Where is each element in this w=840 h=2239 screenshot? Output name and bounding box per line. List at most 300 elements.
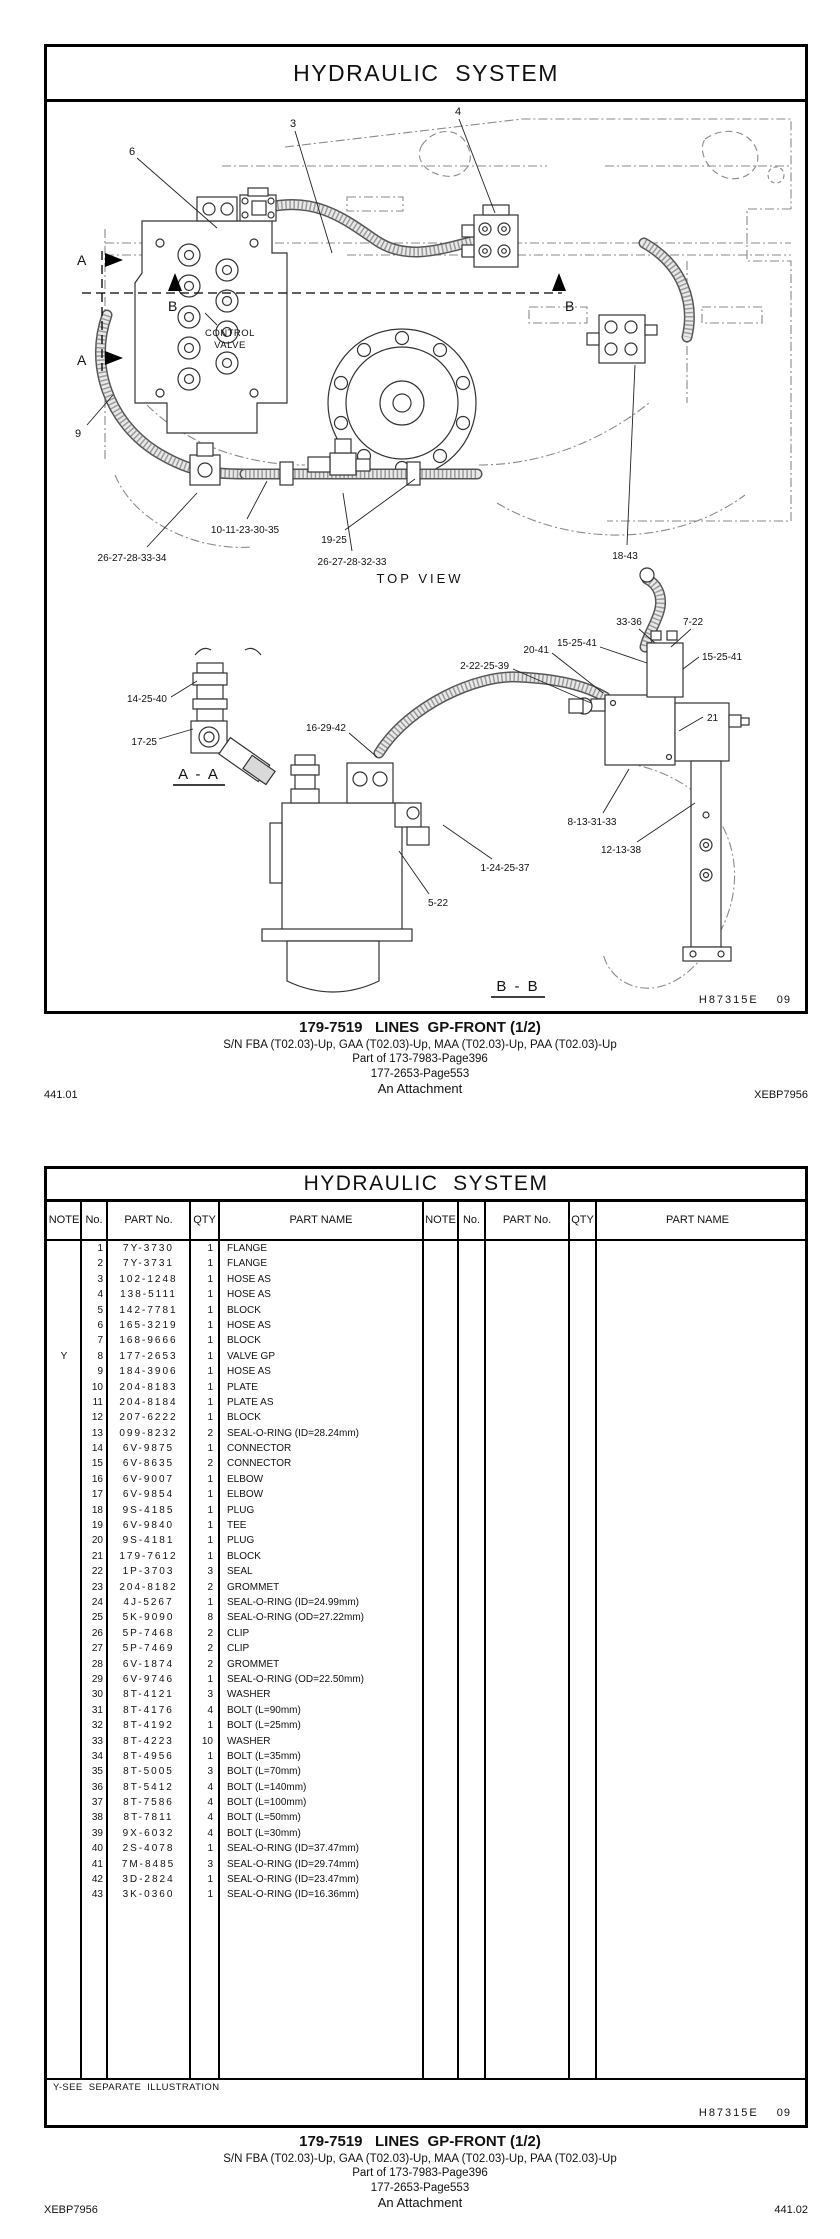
cell-name: ELBOW — [227, 1489, 264, 1501]
cell-note — [47, 1487, 81, 1502]
cell-name: HOSE AS — [227, 1289, 271, 1301]
cell-part: 3K-0360 — [122, 1889, 175, 1901]
cell-no: 36 — [91, 1781, 103, 1793]
table-row — [47, 1626, 799, 1641]
cell-part: 4J-5267 — [123, 1596, 174, 1608]
callout-21: 21 — [707, 713, 719, 724]
cell-no: 25 — [91, 1612, 103, 1624]
hose-3-4 — [265, 205, 474, 252]
cell-note — [47, 1503, 81, 1518]
table-row — [47, 1672, 799, 1687]
cell-name: BOLT (L=100mm) — [227, 1797, 307, 1809]
callout-12-13-38: 12-13-38 — [600, 845, 642, 856]
section-bb-title: B - B — [496, 978, 540, 995]
cell-qty: 1 — [207, 1535, 213, 1547]
cell-part: 099-8232 — [119, 1427, 178, 1439]
cell-part: 6V-9840 — [122, 1520, 175, 1532]
cell-note — [47, 1826, 81, 1841]
page1-title: HYDRAULIC SYSTEM — [47, 47, 805, 102]
control-valve-label-line1: CONTROL — [205, 328, 255, 339]
page2-caption — [0, 2133, 840, 2211]
page1-number: 441.01 — [44, 1089, 78, 1101]
callout-3: 3 — [290, 118, 297, 130]
cell-name: SEAL-O-RING (ID=16.36mm) — [227, 1889, 359, 1901]
cell-part: 5P-7468 — [122, 1627, 175, 1639]
cell-note — [47, 1795, 81, 1810]
table-row — [47, 1857, 799, 1872]
table-row — [47, 1887, 799, 1902]
cell-note — [47, 1303, 81, 1318]
page1-caption — [0, 1019, 840, 1097]
header-no: No. — [85, 1214, 103, 1226]
cell-part: 2S-4078 — [122, 1843, 175, 1855]
page1-drawing-number — [699, 994, 791, 1006]
table-row — [47, 1795, 799, 1810]
cell-note — [47, 1764, 81, 1779]
callout-8-13-31-33: 8-13-31-33 — [567, 817, 617, 828]
table-row — [47, 1395, 799, 1410]
page2-doc-code: XEBP7956 — [44, 2204, 98, 2216]
page2-drawing-number — [699, 2107, 791, 2119]
cell-name: SEAL-O-RING (ID=24.99mm) — [227, 1596, 359, 1608]
cell-part: 3D-2824 — [122, 1874, 175, 1886]
cell-no: 20 — [91, 1535, 103, 1547]
cell-name: CLIP — [227, 1643, 250, 1655]
cell-name: BOLT (L=35mm) — [227, 1750, 301, 1762]
cell-qty: 2 — [207, 1581, 213, 1593]
cell-name: PLUG — [227, 1504, 255, 1516]
cell-no: 11 — [92, 1396, 103, 1408]
cell-name: BOLT (L=70mm) — [227, 1766, 301, 1778]
cell-no: 31 — [91, 1704, 103, 1716]
parts-rows — [47, 1241, 799, 1903]
table-row — [47, 1764, 799, 1779]
cell-qty: 4 — [207, 1781, 213, 1793]
callout-15-25-41-right: 15-25-41 — [702, 652, 743, 663]
cell-name: SEAL-O-RING (ID=28.24mm) — [227, 1427, 359, 1439]
page1-doc-code: XEBP7956 — [754, 1089, 808, 1101]
cell-qty: 1 — [207, 1504, 213, 1516]
header-note-2: NOTE — [425, 1214, 456, 1226]
table-row — [47, 1610, 799, 1625]
cell-part: 7M-8485 — [121, 1858, 176, 1870]
cell-note — [47, 1872, 81, 1887]
right-fitting-cluster — [587, 315, 657, 363]
callout-4: 4 — [455, 106, 462, 118]
table-row — [47, 1641, 799, 1656]
section-aa-title: A - A — [178, 766, 220, 783]
cell-name: ELBOW — [227, 1473, 264, 1485]
table-row — [47, 1380, 799, 1395]
cell-name: CONNECTOR — [227, 1458, 292, 1470]
header-part-name: PART NAME — [289, 1214, 353, 1226]
cell-name: SEAL-O-RING (OD=27.22mm) — [227, 1612, 364, 1624]
cell-no: 9 — [97, 1366, 103, 1378]
callout-group-19-25: 19-25 — [321, 535, 347, 546]
cell-note — [47, 1810, 81, 1825]
cell-qty: 3 — [207, 1766, 213, 1778]
cell-note — [47, 1549, 81, 1564]
cell-part: 102-1248 — [119, 1273, 178, 1285]
caption-page-ref: 177-2653-Page553 — [370, 1067, 470, 1080]
cell-qty: 1 — [207, 1273, 213, 1285]
cell-name: BLOCK — [227, 1412, 261, 1424]
cell-note — [47, 1734, 81, 1749]
callout-group-26-27-28-33-34: 26-27-28-33-34 — [97, 553, 167, 564]
cell-qty: 1 — [207, 1750, 213, 1762]
cell-qty: 1 — [207, 1258, 213, 1270]
callout-group-10-11-23-30-35: 10-11-23-30-35 — [210, 525, 280, 536]
cell-name: GROMMET — [227, 1581, 280, 1593]
cell-part: 184-3906 — [119, 1366, 178, 1378]
cell-no: 12 — [91, 1412, 103, 1424]
cell-no: 15 — [91, 1458, 103, 1470]
cell-note — [47, 1256, 81, 1271]
cell-qty: 10 — [201, 1735, 213, 1747]
cell-part: 142-7781 — [119, 1304, 178, 1316]
cell-note — [47, 1610, 81, 1625]
cell-part: 9X-6032 — [122, 1827, 175, 1839]
cell-qty: 1 — [207, 1289, 213, 1301]
cell-part: 6V-9875 — [122, 1443, 175, 1455]
table-row — [47, 1456, 799, 1471]
cell-name: SEAL-O-RING (ID=37.47mm) — [227, 1843, 359, 1855]
callout-14-25-40: 14-25-40 — [126, 694, 167, 705]
cell-part: 8T-5412 — [123, 1781, 174, 1793]
table-row — [47, 1272, 799, 1287]
header-qty: QTY — [193, 1214, 216, 1226]
cell-name: HOSE AS — [227, 1366, 271, 1378]
cell-name: BLOCK — [227, 1550, 261, 1562]
cell-part: 8T-5005 — [123, 1766, 174, 1778]
table-row — [47, 1426, 799, 1441]
cell-name: HOSE AS — [227, 1273, 271, 1285]
cell-qty: 4 — [207, 1812, 213, 1824]
cell-qty: 1 — [207, 1489, 213, 1501]
cell-name: BOLT (L=50mm) — [227, 1812, 301, 1824]
cell-part: 6V-1874 — [122, 1658, 175, 1670]
hose-right — [644, 243, 689, 337]
top-view-label: TOP VIEW — [376, 571, 464, 586]
cell-part: 165-3219 — [119, 1319, 178, 1331]
cell-name: HOSE AS — [227, 1319, 271, 1331]
header-note: NOTE — [48, 1214, 80, 1226]
caption-part-of: Part of 173-7983-Page396 — [352, 1053, 488, 1066]
cell-note — [47, 1580, 81, 1595]
center-tee-fitting — [308, 439, 370, 475]
cell-no: 43 — [91, 1889, 103, 1901]
cell-name: BOLT (L=25mm) — [227, 1720, 301, 1732]
table-row — [47, 1256, 799, 1271]
cell-part: 8T-4192 — [123, 1720, 174, 1732]
table-row — [47, 1703, 799, 1718]
cell-no: 4 — [97, 1289, 103, 1301]
cell-qty: 3 — [207, 1566, 213, 1578]
cell-part: 5P-7469 — [122, 1643, 175, 1655]
cell-name: SEAL-O-RING (OD=22.50mm) — [227, 1673, 364, 1685]
table-row — [47, 1687, 799, 1702]
table-row — [47, 1749, 799, 1764]
cell-part: 6V-9854 — [122, 1489, 175, 1501]
cell-no: 10 — [91, 1381, 103, 1393]
cell-note — [47, 1318, 81, 1333]
page2-title: HYDRAULIC SYSTEM — [47, 1169, 805, 1202]
cell-qty: 2 — [207, 1458, 213, 1470]
cell-qty: 2 — [207, 1427, 213, 1439]
cell-part: 6V-9007 — [122, 1473, 175, 1485]
cell-no: 1 — [97, 1243, 103, 1254]
sheet-1 — [44, 44, 808, 1014]
callout-15-25-41-left: 15-25-41 — [556, 638, 597, 649]
cell-qty: 1 — [207, 1550, 213, 1562]
cell-part: 138-5111 — [120, 1289, 177, 1301]
caption-part-of: Part of 173-7983-Page396 — [352, 2167, 488, 2180]
table-row — [47, 1303, 799, 1318]
cell-name: PLATE — [227, 1381, 258, 1393]
table-row — [47, 1518, 799, 1533]
caption-serial-numbers: S/N FBA (T02.03)-Up, GAA (T02.03)-Up, MAA (T02.03)-Up, PAA (T02.03)-Up — [223, 1038, 617, 1051]
cell-note — [47, 1641, 81, 1656]
cell-name: CLIP — [227, 1627, 250, 1639]
cell-qty: 1 — [207, 1889, 213, 1901]
callout-17-25: 17-25 — [131, 737, 157, 748]
callout-group-18-43: 18-43 — [612, 551, 638, 562]
cell-no: 16 — [91, 1473, 103, 1485]
cell-part: 207-6222 — [119, 1412, 178, 1424]
cell-no: 2 — [97, 1258, 103, 1270]
callout-1-24-25-37: 1-24-25-37 — [480, 863, 530, 874]
cell-no: 3 — [97, 1273, 103, 1285]
cell-qty: 2 — [207, 1643, 213, 1655]
table-row — [47, 1241, 799, 1256]
cell-note — [47, 1749, 81, 1764]
table-row — [47, 1364, 799, 1379]
cell-name: VALVE GP — [227, 1350, 275, 1362]
cell-note — [47, 1657, 81, 1672]
cell-qty: 1 — [207, 1843, 213, 1855]
cell-no: 6 — [97, 1319, 103, 1331]
cell-qty: 1 — [207, 1596, 213, 1608]
cell-qty: 1 — [207, 1520, 213, 1532]
cell-no: 39 — [91, 1827, 103, 1839]
cell-name: WASHER — [227, 1735, 271, 1747]
table-row — [47, 1333, 799, 1348]
table-row — [47, 1349, 799, 1364]
table-footnote: Y-SEE SEPARATE ILLUSTRATION — [53, 2082, 220, 2093]
cell-no: 27 — [91, 1643, 103, 1655]
cell-part: 8T-7586 — [123, 1797, 174, 1809]
cell-name: CONNECTOR — [227, 1443, 292, 1455]
table-row — [47, 1718, 799, 1733]
cell-qty: 3 — [207, 1858, 213, 1870]
manifold-valve — [462, 205, 518, 267]
cell-no: 37 — [91, 1797, 103, 1809]
table-row — [47, 1780, 799, 1795]
cell-qty: 1 — [207, 1350, 213, 1362]
cell-note — [47, 1395, 81, 1410]
cell-no: 24 — [91, 1596, 103, 1608]
cell-note — [47, 1472, 81, 1487]
table-row — [47, 1503, 799, 1518]
cell-qty: 2 — [207, 1658, 213, 1670]
cell-no: 5 — [97, 1304, 103, 1316]
cell-no: 21 — [91, 1550, 103, 1562]
cell-no: 29 — [91, 1673, 103, 1685]
cell-no: 23 — [91, 1581, 103, 1593]
callout-6: 6 — [129, 146, 136, 158]
cell-no: 30 — [91, 1689, 103, 1701]
cell-qty: 1 — [207, 1443, 213, 1455]
cell-qty: 1 — [207, 1304, 213, 1316]
cell-note — [47, 1410, 81, 1425]
cell-part: 5K-9090 — [122, 1612, 175, 1624]
cell-note — [47, 1287, 81, 1302]
cell-name: PLATE AS — [227, 1396, 274, 1408]
cell-qty: 3 — [207, 1689, 213, 1701]
cell-note — [47, 1857, 81, 1872]
table-row — [47, 1734, 799, 1749]
elbow-fitting — [190, 443, 220, 485]
table-row — [47, 1549, 799, 1564]
cell-name: BOLT (L=90mm) — [227, 1704, 301, 1716]
cell-no: 19 — [91, 1520, 103, 1532]
header-no-2: No. — [462, 1214, 481, 1226]
section-letter-b-right: B — [565, 298, 575, 314]
cell-qty: 4 — [207, 1704, 213, 1716]
cell-no: 40 — [91, 1843, 103, 1855]
drawing-number: H87315E — [698, 994, 759, 1006]
cell-no: 35 — [91, 1766, 103, 1778]
cell-note — [47, 1780, 81, 1795]
cell-qty: 1 — [207, 1720, 213, 1732]
cell-no: 26 — [91, 1627, 103, 1639]
cell-part: 8T-4176 — [123, 1704, 174, 1716]
table-row — [47, 1318, 799, 1333]
cell-note — [47, 1241, 81, 1256]
header-part-no-2: PART No. — [502, 1214, 552, 1226]
header-part-name-2: PART NAME — [666, 1214, 729, 1226]
cell-note — [47, 1672, 81, 1687]
cell-no: 42 — [91, 1874, 103, 1886]
cell-part: 6V-8635 — [122, 1458, 175, 1470]
cell-part: 6V-9746 — [122, 1673, 175, 1685]
cell-part: 7Y-3731 — [123, 1258, 174, 1270]
callout-7-22: 7-22 — [682, 617, 704, 628]
cell-part: 9S-4185 — [122, 1504, 175, 1516]
cell-name: BOLT (L=30mm) — [227, 1827, 301, 1839]
cell-note — [47, 1518, 81, 1533]
cell-name: FLANGE — [227, 1258, 268, 1270]
cell-no: 17 — [91, 1489, 103, 1501]
cell-no: 14 — [91, 1443, 103, 1455]
table-row — [47, 1410, 799, 1425]
cell-no: 8 — [97, 1350, 103, 1362]
cell-qty: 1 — [207, 1243, 213, 1254]
cell-part: 168-9666 — [119, 1335, 178, 1347]
cell-name: PLUG — [227, 1535, 255, 1547]
cell-no: 38 — [91, 1812, 103, 1824]
cell-part: 177-2653 — [119, 1350, 178, 1362]
cell-part: 1P-3703 — [122, 1566, 175, 1578]
cell-note — [47, 1595, 81, 1610]
caption-page-ref: 177-2653-Page553 — [370, 2181, 470, 2194]
cell-no: 34 — [91, 1750, 103, 1762]
cell-qty: 1 — [207, 1673, 213, 1685]
table-row — [47, 1564, 799, 1579]
caption-attachment: An Attachment — [377, 2194, 463, 2210]
drawing-revision: 09 — [776, 994, 791, 1006]
flange-fitting — [240, 188, 276, 221]
cell-no: 33 — [91, 1735, 103, 1747]
caption-title: 179-7519 LINES GP-FRONT (1/2) — [299, 2133, 541, 2150]
callout-2-22-25-39: 2-22-25-39 — [460, 661, 509, 672]
cell-part: 8T-4956 — [123, 1750, 174, 1762]
cell-part: 8T-7811 — [123, 1812, 174, 1824]
table-row — [47, 1580, 799, 1595]
cell-part: 9S-4181 — [122, 1535, 175, 1547]
cell-qty: 4 — [207, 1827, 213, 1839]
cell-part: 179-7612 — [119, 1550, 178, 1562]
table-row — [47, 1826, 799, 1841]
table-row — [47, 1810, 799, 1825]
cell-qty: 1 — [207, 1874, 213, 1886]
cell-name: BLOCK — [227, 1304, 261, 1316]
cell-name: WASHER — [227, 1689, 271, 1701]
header-qty-2: QTY — [571, 1214, 594, 1226]
cell-part: 204-8184 — [119, 1396, 178, 1408]
section-bb-drawing — [262, 568, 749, 992]
table-row — [47, 1595, 799, 1610]
cell-qty: 1 — [207, 1366, 213, 1378]
cell-qty: 1 — [207, 1381, 213, 1393]
cell-no: 22 — [91, 1566, 103, 1578]
cell-note — [47, 1426, 81, 1441]
cell-note — [47, 1564, 81, 1579]
cell-part: 204-8183 — [119, 1381, 178, 1393]
caption-attachment: An Attachment — [377, 1080, 463, 1096]
drawing-number: H87315E — [698, 2107, 759, 2119]
cell-name: SEAL-O-RING (ID=23.47mm) — [227, 1874, 359, 1886]
sheet-2 — [44, 1166, 808, 2128]
cell-part: 8T-4223 — [123, 1735, 174, 1747]
grid-bottom-line — [47, 2078, 805, 2080]
cell-note — [47, 1626, 81, 1641]
cell-no: 32 — [91, 1720, 103, 1732]
cell-qty: 1 — [207, 1473, 213, 1485]
section-letter-a-top: A — [77, 252, 87, 268]
cell-name: BLOCK — [227, 1335, 261, 1347]
cell-note — [47, 1703, 81, 1718]
section-letter-b-left: B — [168, 298, 178, 314]
cell-qty: 2 — [207, 1627, 213, 1639]
section-letter-a-bottom: A — [77, 352, 87, 368]
cell-note — [47, 1887, 81, 1902]
cell-note — [47, 1841, 81, 1856]
cell-qty: 1 — [207, 1412, 213, 1424]
cell-name: GROMMET — [227, 1658, 280, 1670]
control-valve-label-line2: VALVE — [214, 340, 246, 351]
cell-no: 13 — [91, 1427, 103, 1439]
cell-part: 8T-4121 — [123, 1689, 174, 1701]
callout-16-29-42: 16-29-42 — [305, 723, 346, 734]
caption-title: 179-7519 LINES GP-FRONT (1/2) — [299, 1019, 541, 1036]
cell-note — [47, 1364, 81, 1379]
cell-name: SEAL — [227, 1566, 253, 1578]
header-part-no: PART No. — [124, 1214, 173, 1226]
page2-number: 441.02 — [774, 2204, 808, 2216]
cell-no: 7 — [97, 1335, 103, 1347]
callout-20-41: 20-41 — [523, 645, 549, 656]
